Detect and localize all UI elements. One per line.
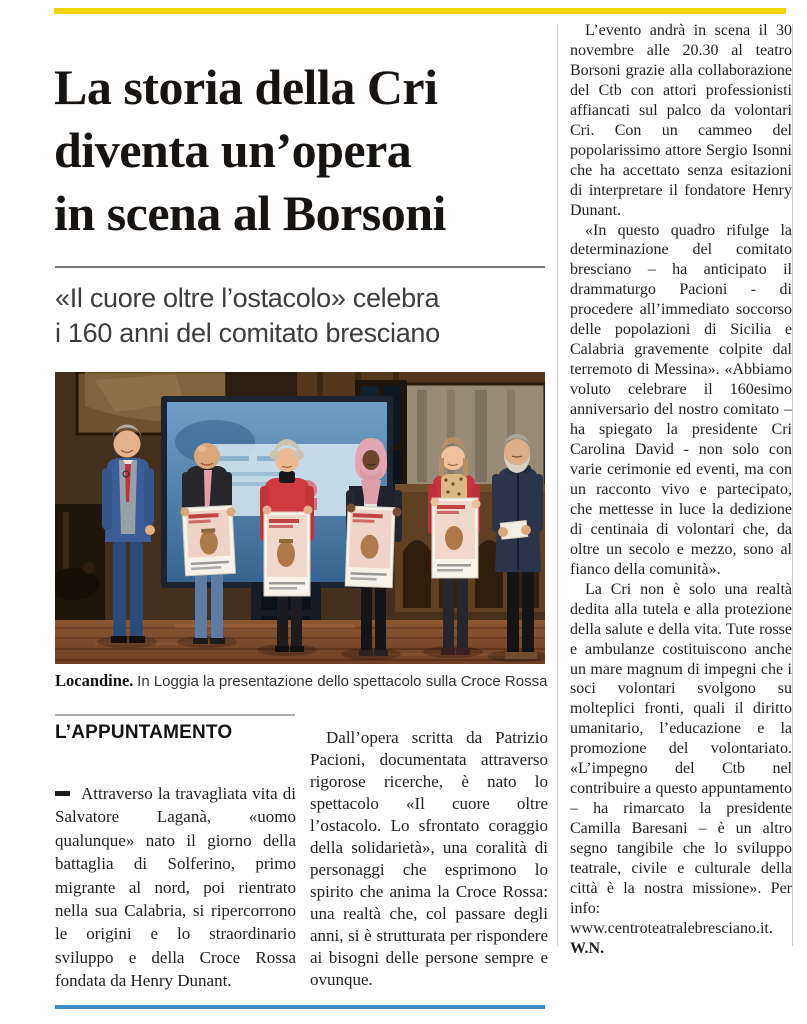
- poster: [345, 506, 395, 588]
- bottom-accent-bar: [55, 1005, 545, 1009]
- section-label: L’APPUNTAMENTO: [55, 722, 233, 743]
- photo-illustration: [55, 372, 545, 664]
- headline-line: in scena al Borsoni: [54, 184, 446, 241]
- right-column: [570, 21, 792, 959]
- right-column-paragraph-3: [570, 580, 792, 959]
- photo-caption: [55, 671, 555, 692]
- body-column-middle: Dall’opera scritta da Patrizio Pacioni, documentata attraverso rigorose ricerche, è nato lo spettacolo «Il cuore oltre l’ostacolo. Lo sfrontato coraggio della solidarietà», una coralità di personaggi che esprimono lo spirito che anima la Croce Rossa: una realtà che, col passare degli anni, si è strutturata per rispondere ai bisogni delle persone sempre e ovunque.: [310, 728, 548, 989]
- right-column-paragraph-1: L’evento andrà in scena il 30 novembre alle 20.30 al teatro Borsoni grazie alla collaborazione del Ctb con attori professionisti affiancati sul palco da volontari Cri. Con un cammeo del popolarissimo attore Sergio Isonni che ha accettato senza esitazioni di interpretare il fondatore Henry Dunant.: [570, 22, 792, 219]
- article-photo: [55, 372, 545, 664]
- right-column-paragraph-2: «In questo quadro rifulge la determinazione del comitato bresciano – ha anticipato il drammaturgo Pacioni - di procedere all’immediato soccorso delle popolazioni di Sicilia e Calabria gravemente colpite dal terremoto di Messina». «Abbiamo voluto celebrare il 160esimo anniversario del nostro comitato – ha spiegato la presidente Cri Carolina David - non solo con varie cerimonie ed eventi, ma con un racconto vivo e partecipato, che mettesse in luce la dedizione di centinaia di volontari che, da oltre un secolo e mezzo, sono al fianco della comunità».: [570, 221, 792, 578]
- headline-line: diventa un’opera: [54, 121, 412, 178]
- caption-lead: Locandine.: [55, 671, 134, 690]
- headline-line: La storia della Cri: [54, 58, 438, 115]
- subhead-line: «Il cuore oltre l’ostacolo» celebra: [55, 283, 440, 313]
- column-divider: [557, 24, 558, 946]
- paragraph-dash-icon: [55, 791, 70, 796]
- top-accent-bar: [54, 8, 786, 14]
- poster: [264, 512, 310, 596]
- body-column-left: [55, 782, 296, 993]
- article-headline: [54, 56, 559, 245]
- section-divider: [55, 714, 295, 716]
- headline-divider: [55, 266, 545, 268]
- author-byline: W.N.: [570, 939, 605, 957]
- subhead-line: i 160 anni del comitato bresciano: [55, 318, 440, 348]
- body-column-left-text: Attraverso la travagliata vita di Salvatore Laganà, «uomo qualunque» nato il giorno della battaglia di Solferino, primo migrante al nord, poi rientrato nella sua Calabria, si ripercorrono le origini e lo straordinario sviluppo e della Croce Rossa fondata da Henry Dunant.: [55, 784, 296, 991]
- right-column-paragraph-3-text: La Cri non è solo una realtà dedita alla tutela e alla protezione della salute e della vita. Tute rosse e ambulanze costituiscono anche un mare magnum di impegni che i soci volontari svolgono su molteplici fronti, quali il diritto umanitario, l’educazione e la promozione del volontariato. «L’impegno del Ctb nel contribuire a questo appuntamento – ha rimarcato la presidente Camilla Baresani – è un altro segno tangibile che lo sviluppo teatrale, civile e culturale della città è la nostra missione». Per info: www.centroteatralebresciano.it.: [570, 580, 792, 937]
- article-subhead: [55, 281, 560, 351]
- poster: [182, 505, 235, 576]
- caption-text: In Loggia la presentazione dello spettacolo sulla Croce Rossa: [137, 673, 548, 690]
- page-edge-divider: [792, 24, 793, 946]
- poster: [432, 498, 478, 578]
